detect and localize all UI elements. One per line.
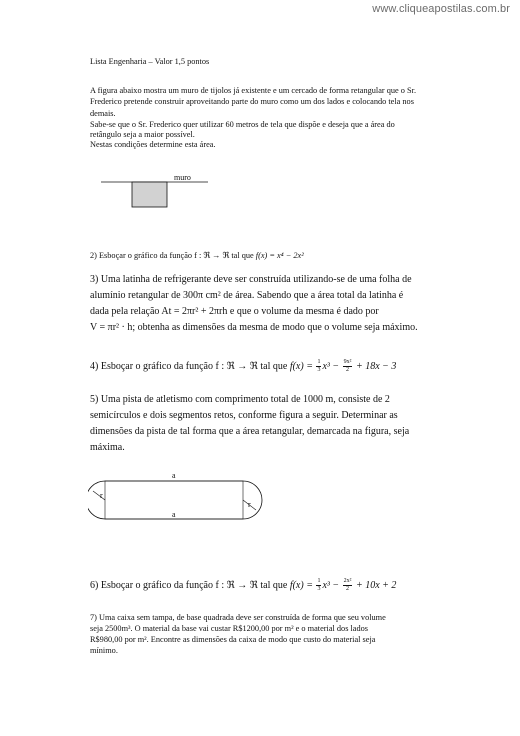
q6-prefix: 6) Esboçar o gráfico da função f : ℜ → ℜ tal que bbox=[90, 579, 290, 591]
q1-line: Nestas condições determine esta área. bbox=[90, 140, 216, 150]
q6-formula-lhs: f(x) = bbox=[289, 579, 316, 591]
q6-fraction-1: $\frac{1}{3}$ bbox=[317, 578, 321, 592]
q4-fraction-2: $\frac{\text{9x²}}{2}$ bbox=[343, 359, 352, 373]
right-r-label: r bbox=[248, 500, 251, 509]
wall-enclosure-figure bbox=[98, 170, 213, 212]
q7-line: seja 2500m³. O material da base vai custar R$1200,00 por m² e o material dos lados bbox=[90, 624, 369, 633]
q5-line: dimensões da pista de tal forma que a área retangular, demarcada na figura, seja bbox=[90, 426, 410, 437]
q5-line: 5) Uma pista de atletismo com comprimento total de 1000 m, consiste de 2 bbox=[90, 394, 390, 405]
q4-fraction-1: $\frac{1}{3}$ bbox=[317, 359, 321, 373]
q1-line: Sabe-se que o Sr. Frederico quer utilizar 60 metros de tela que dispõe e deseja que a área do bbox=[90, 119, 395, 129]
q4-formula-lhs: f(x) = bbox=[289, 360, 316, 372]
q2-prefix: 2) Esboçar o gráfico da função f : ℜ → ℜ tal que bbox=[90, 251, 256, 260]
q7-line: mínimo. bbox=[90, 646, 118, 655]
q3-line: dada pela relação At = 2πr² + 2πrh e que o volume da mesma é dado por bbox=[90, 306, 379, 317]
q4-formula-tail: + 18x − 3 bbox=[353, 360, 397, 372]
q1-line: demais. bbox=[90, 108, 116, 118]
question-5 bbox=[90, 392, 432, 456]
wall-label: muro bbox=[174, 173, 191, 182]
q4-prefix: 4) Esboçar o gráfico da função f : ℜ → ℜ tal que bbox=[90, 360, 290, 372]
track-figure bbox=[88, 468, 274, 520]
question-2 bbox=[90, 250, 304, 260]
q6-fraction-2: $\frac{\text{2x²}}{2}$ bbox=[343, 578, 352, 592]
site-watermark[interactable]: www.cliqueapostilas.com.br bbox=[372, 3, 510, 15]
bottom-a-label: a bbox=[172, 510, 176, 519]
top-a-label: a bbox=[172, 471, 176, 480]
q2-formula: f(x) = x⁴ − 2x² bbox=[255, 251, 304, 260]
q1-line: A figura abaixo mostra um muro de tijolos já existente e um cercado de forma retangular que o Sr. bbox=[90, 86, 417, 95]
q3-line: 3) Uma latinha de refrigerante deve ser construída utilizando-se de uma folha de bbox=[90, 274, 412, 285]
enclosure-rect bbox=[132, 182, 167, 207]
q6-formula-mid: x³ − bbox=[322, 579, 342, 591]
q3-line: alumínio retangular de 300π cm² de área. Sabendo que a área total da latinha é bbox=[90, 290, 404, 301]
left-r-label: r bbox=[100, 491, 103, 500]
q5-line: máxima. bbox=[90, 442, 125, 453]
question-1 bbox=[90, 85, 432, 150]
q3-line: V = πr² · h; obtenha as dimensões da mesma de modo que o volume seja máximo. bbox=[90, 322, 418, 333]
question-6 bbox=[90, 578, 396, 593]
q1-line: retângulo seja a maior possível. bbox=[90, 130, 195, 140]
q7-line: 7) Uma caixa sem tampa, de base quadrada deve ser construída de forma que seu volume bbox=[90, 613, 386, 622]
question-4 bbox=[90, 359, 396, 374]
question-3 bbox=[90, 272, 432, 336]
q5-line: semicírculos e dois segmentos retos, conforme figura a seguir. Determinar as bbox=[90, 410, 398, 421]
q1-line: Frederico pretende construir aproveitando parte do muro como um dos lados e colocando tela nos bbox=[90, 97, 414, 107]
q7-line: R$980,00 por m². Encontre as dimensões da caixa de modo que custo do material seja bbox=[90, 635, 376, 644]
q4-formula-mid: x³ − bbox=[322, 360, 342, 372]
document-header: Lista Engenharia – Valor 1,5 pontos bbox=[90, 57, 210, 66]
q6-formula-tail: + 10x + 2 bbox=[353, 579, 397, 591]
question-7 bbox=[90, 612, 432, 656]
